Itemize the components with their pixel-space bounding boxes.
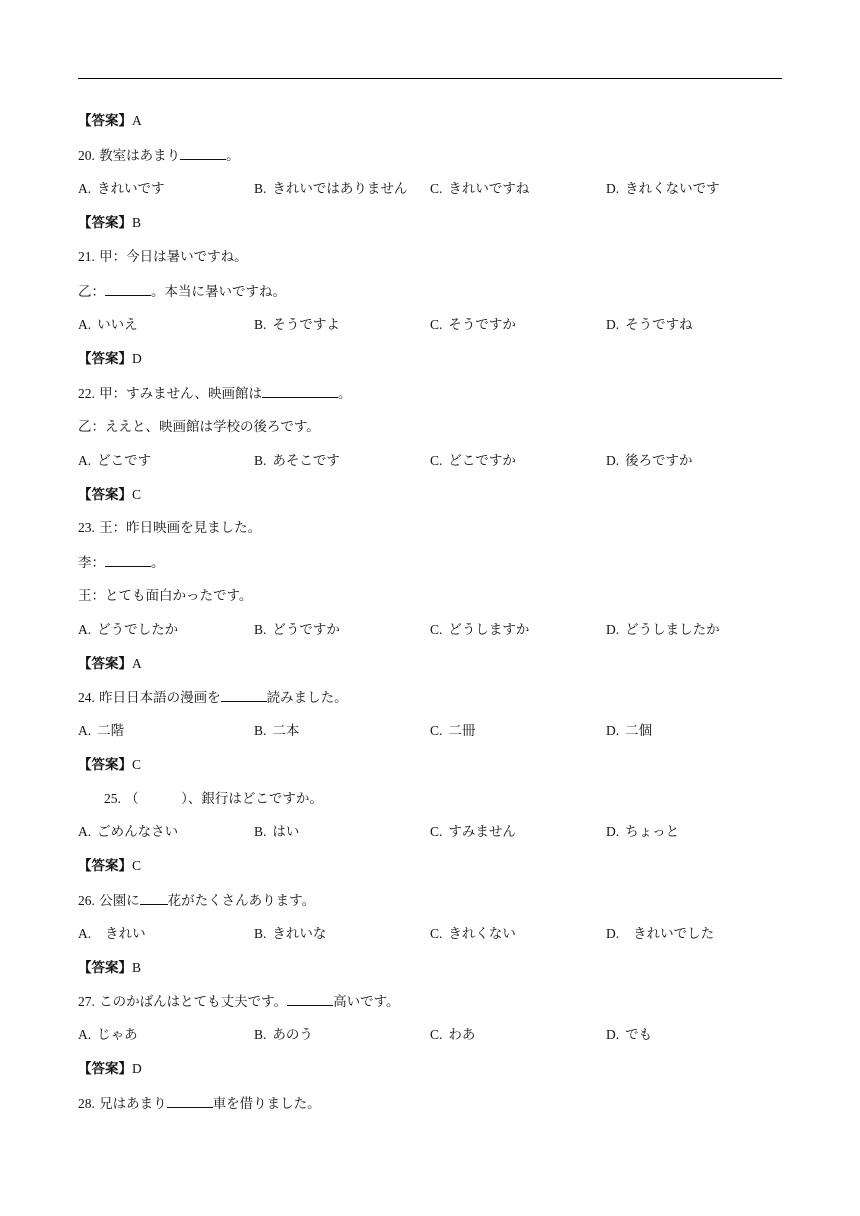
speaker: 李： (78, 555, 105, 571)
question-text-end: 車を借りました。 (212, 1096, 321, 1112)
question-23 (78, 518, 261, 538)
answer-value: B (132, 960, 142, 975)
option-text: ちょっと (625, 824, 680, 840)
option-text: はい (272, 824, 300, 840)
answer-label: 【答案】 (78, 757, 132, 773)
option-a (78, 315, 138, 335)
question-text-end: 花がたくさんあります。 (167, 893, 316, 909)
question-text: 王：昨日映画を見ました。 (99, 520, 262, 536)
option-text: あのう (272, 1027, 313, 1043)
question-number: 22. (78, 386, 95, 401)
option-text: きれいな (272, 926, 327, 942)
option-c (430, 179, 529, 199)
question-20 (78, 145, 240, 166)
answer-20 (78, 213, 141, 233)
option-letter: B. (254, 1027, 267, 1042)
option-text: どこですか (448, 453, 516, 469)
option-text: そうですよ (272, 317, 340, 333)
question-23-line2 (78, 552, 165, 573)
option-letter: A. (78, 1027, 92, 1042)
option-text: 二個 (625, 723, 653, 739)
option-d (606, 721, 652, 741)
option-b (254, 822, 299, 842)
option-c (430, 451, 516, 471)
option-letter: C. (430, 926, 443, 941)
answer-label: 【答案】 (78, 113, 132, 129)
option-letter: D. (606, 181, 620, 196)
option-text: そうですね (625, 317, 693, 333)
question-number: 25. (104, 791, 121, 806)
question-text-end: 。 (226, 148, 240, 164)
question-text: ）、銀行はどこですか。 (181, 791, 323, 807)
question-number: 26. (78, 893, 95, 908)
option-c (430, 620, 529, 640)
answer-blank (180, 145, 226, 160)
option-c (430, 1025, 475, 1045)
question-21 (78, 247, 248, 267)
question-number: 21. (78, 249, 95, 264)
question-text: 教室はあまり (99, 148, 181, 164)
option-c (430, 822, 516, 842)
question-number: 27. (78, 994, 95, 1009)
option-text: すみません (448, 824, 516, 840)
dialogue-text: 乙：ええと、映画館は学校の後ろです。 (78, 419, 320, 435)
option-text: きれいでした (633, 926, 715, 942)
option-b (254, 620, 340, 640)
answer-blank (221, 687, 267, 702)
option-letter: D. (606, 1027, 620, 1042)
answer-blank (287, 991, 333, 1006)
question-21-line2 (78, 281, 286, 302)
answer-label: 【答案】 (78, 656, 132, 672)
option-letter: D. (606, 622, 620, 637)
option-text: いいえ (97, 317, 138, 333)
question-22 (78, 383, 351, 404)
option-text: ごめんなさい (97, 824, 179, 840)
question-text-end: 読みました。 (266, 690, 348, 706)
option-text: きれいです (97, 181, 165, 197)
option-d (606, 1025, 652, 1045)
question-number: 28. (78, 1096, 95, 1111)
option-letter: A. (78, 824, 92, 839)
answer-label: 【答案】 (78, 858, 132, 874)
option-text: 後ろですか (625, 453, 693, 469)
question-24 (78, 687, 348, 708)
answer-blank (262, 383, 338, 398)
option-b (254, 1025, 313, 1045)
question-text: 甲：今日は暑いですね。 (99, 249, 248, 265)
answer-value: C (132, 487, 142, 502)
option-text: きれくないです (625, 181, 720, 197)
header-rule (78, 78, 782, 79)
answer-value: C (132, 757, 142, 772)
question-text: 兄はあまり (99, 1096, 167, 1112)
option-letter: D. (606, 453, 620, 468)
option-letter: C. (430, 453, 443, 468)
question-text: このかばんはとても丈夫です。 (99, 994, 288, 1010)
question-number: 24. (78, 690, 95, 705)
option-text: 二階 (97, 723, 125, 739)
answer-blank (167, 1093, 213, 1108)
option-d (606, 924, 714, 944)
answer-blank (105, 281, 151, 296)
question-text-end: 高いです。 (333, 994, 400, 1010)
answer-label: 【答案】 (78, 215, 132, 231)
option-letter: A. (78, 181, 92, 196)
answer-label: 【答案】 (78, 960, 132, 976)
option-letter: C. (430, 181, 443, 196)
option-c (430, 315, 516, 335)
option-text: きれいではありません (272, 181, 408, 197)
question-23-line3 (78, 586, 252, 606)
option-letter: D. (606, 926, 620, 941)
option-d (606, 315, 693, 335)
option-letter: C. (430, 824, 443, 839)
option-letter: B. (254, 622, 267, 637)
option-b (254, 451, 340, 471)
question-27 (78, 991, 400, 1012)
option-d (606, 179, 720, 199)
option-c (430, 721, 475, 741)
answer-value: D (132, 1061, 142, 1076)
open-paren: （ (125, 791, 139, 807)
answer-24 (78, 755, 141, 775)
option-letter: D. (606, 723, 620, 738)
option-text: でも (625, 1027, 653, 1043)
answer-23 (78, 654, 142, 674)
speaker: 乙： (78, 284, 105, 300)
answer-value: A (132, 656, 142, 671)
option-text: きれくない (448, 926, 516, 942)
option-a (78, 451, 151, 471)
option-letter: B. (254, 824, 267, 839)
option-text: どうでしたか (97, 622, 179, 638)
question-26 (78, 890, 315, 911)
answer-value: C (132, 858, 142, 873)
option-letter: A. (78, 723, 92, 738)
question-28 (78, 1093, 321, 1114)
option-b (254, 924, 326, 944)
option-a (78, 924, 146, 944)
option-text: 二本 (272, 723, 300, 739)
option-a (78, 822, 178, 842)
answer-19 (78, 111, 142, 131)
answer-blank (105, 552, 151, 567)
answer-label: 【答案】 (78, 1061, 132, 1077)
question-text: 昨日日本語の漫画を (99, 690, 221, 706)
option-letter: A. (78, 317, 92, 332)
dialogue-text: 王：とても面白かったです。 (78, 588, 253, 604)
answer-25 (78, 856, 141, 876)
option-text: わあ (448, 1027, 476, 1043)
answer-27 (78, 1059, 142, 1079)
option-letter: C. (430, 317, 443, 332)
option-d (606, 620, 720, 640)
answer-26 (78, 958, 141, 978)
option-letter: A. (78, 453, 92, 468)
question-22-line2 (78, 417, 320, 437)
answer-label: 【答案】 (78, 351, 132, 367)
question-text: 甲：すみません、映画館は (99, 386, 262, 402)
option-letter: D. (606, 317, 620, 332)
option-a (78, 179, 165, 199)
option-d (606, 822, 679, 842)
dialogue-text: 。本当に暑いですね。 (151, 284, 286, 300)
option-letter: B. (254, 317, 267, 332)
question-number: 23. (78, 520, 95, 535)
question-text-end: 。 (337, 386, 352, 402)
option-letter: B. (254, 453, 267, 468)
option-text: そうですか (448, 317, 516, 333)
question-25 (104, 789, 323, 809)
dialogue-text: 。 (151, 555, 165, 571)
answer-22 (78, 485, 141, 505)
option-letter: C. (430, 1027, 443, 1042)
question-text: 公園に (99, 893, 140, 909)
option-a (78, 1025, 138, 1045)
answer-label: 【答案】 (78, 487, 132, 503)
answer-value: B (132, 215, 142, 230)
option-text: きれい (105, 926, 146, 942)
option-letter: B. (254, 181, 267, 196)
option-a (78, 721, 124, 741)
option-letter: D. (606, 824, 620, 839)
option-text: どうしましたか (625, 622, 720, 638)
option-letter: B. (254, 926, 267, 941)
option-letter: A. (78, 622, 92, 637)
answer-value: D (132, 351, 142, 366)
option-c (430, 924, 516, 944)
option-text: どうですか (272, 622, 340, 638)
option-letter: C. (430, 622, 443, 637)
question-number: 20. (78, 148, 95, 163)
option-letter: C. (430, 723, 443, 738)
option-d (606, 451, 693, 471)
option-a (78, 620, 178, 640)
option-b (254, 179, 407, 199)
option-b (254, 315, 340, 335)
option-text: 二冊 (448, 723, 476, 739)
answer-21 (78, 349, 142, 369)
option-text: きれいですね (448, 181, 530, 197)
option-letter: B. (254, 723, 267, 738)
answer-value: A (132, 113, 142, 128)
option-text: あそこです (272, 453, 340, 469)
option-text: どこです (97, 453, 152, 469)
option-b (254, 721, 299, 741)
option-text: どうしますか (448, 622, 530, 638)
option-letter: A. (78, 926, 92, 941)
answer-blank (140, 890, 168, 905)
option-text: じゃあ (97, 1027, 138, 1043)
